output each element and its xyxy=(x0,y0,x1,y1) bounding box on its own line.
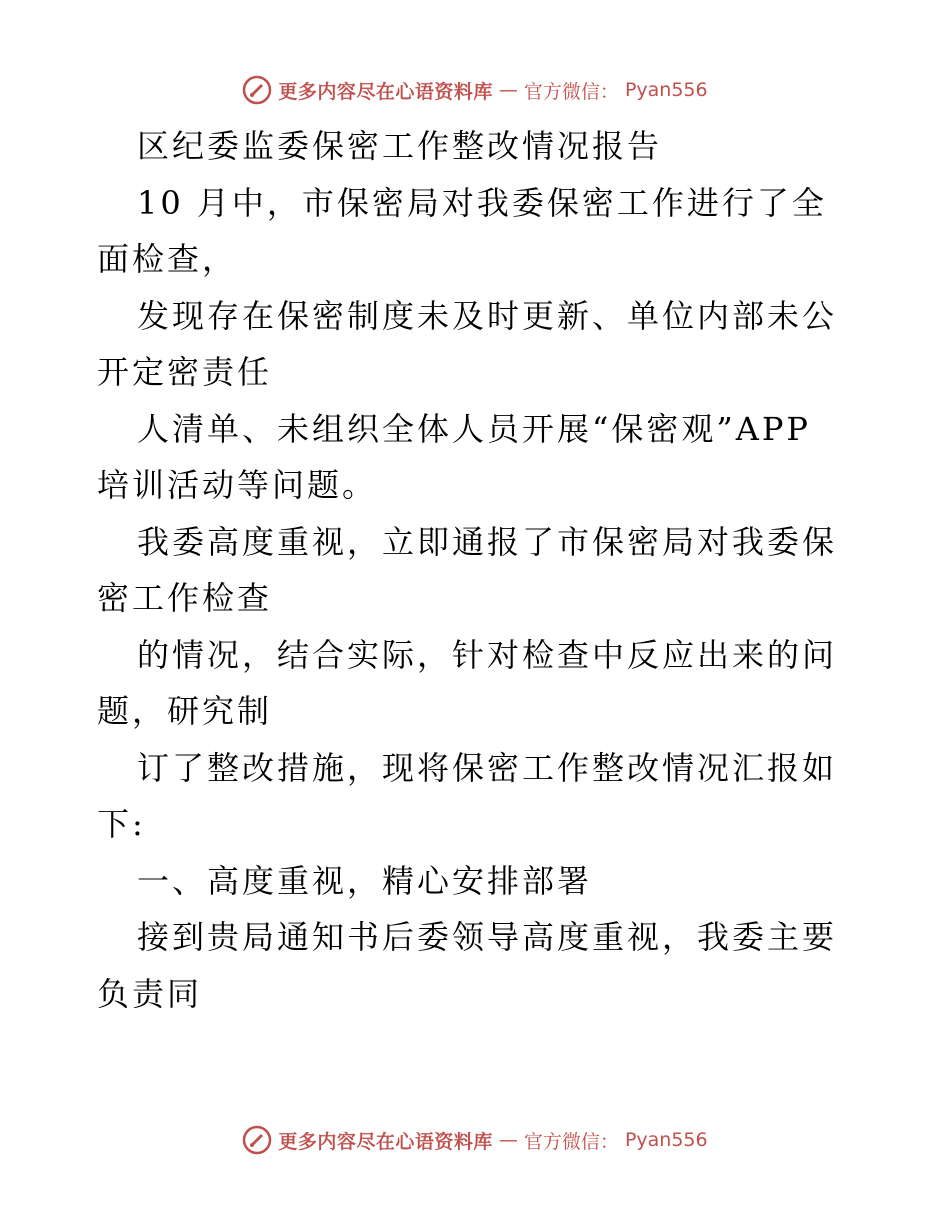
banner-main-text: 更多内容尽在心语资料库 xyxy=(278,80,493,103)
footer-banner xyxy=(0,1120,950,1160)
logo-icon xyxy=(242,1125,272,1155)
banner-wechat-id: Pyan556 xyxy=(624,79,708,101)
paragraph: 10 月中，市保密局对我委保密工作进行了全面检查， xyxy=(97,183,827,278)
document-body xyxy=(97,118,857,1022)
paragraph: 订了整改措施，现将保密工作整改情况汇报如下: xyxy=(97,748,838,843)
header-banner xyxy=(0,70,950,110)
banner-sub-text: 官方微信： xyxy=(523,80,619,103)
section-heading: 一、高度重视，精心安排部署 xyxy=(137,861,593,900)
banner-content xyxy=(242,1125,707,1155)
banner-sub-text: 官方微信： xyxy=(523,1130,619,1153)
paragraph: 人清单、未组织全体人员开展“保密观”APP 培训活动等问题。 xyxy=(97,409,811,504)
document-title: 区纪委监委保密工作整改情况报告 xyxy=(137,127,663,165)
paragraph: 接到贵局通知书后委领导高度重视，我委主要负责同 xyxy=(97,918,838,1013)
banner-separator: — xyxy=(498,79,518,101)
banner-separator: — xyxy=(498,1129,518,1151)
paragraph: 的情况，结合实际，针对检查中反应出来的问题，研究制 xyxy=(97,635,838,730)
banner-wechat-id: Pyan556 xyxy=(624,1129,708,1151)
paragraph: 发现存在保密制度未及时更新、单位内部未公开定密责任 xyxy=(97,296,838,391)
logo-icon xyxy=(242,75,272,105)
banner-content xyxy=(242,75,707,105)
banner-main-text: 更多内容尽在心语资料库 xyxy=(278,1130,493,1153)
paragraph: 我委高度重视，立即通报了市保密局对我委保密工作检查 xyxy=(97,522,838,617)
